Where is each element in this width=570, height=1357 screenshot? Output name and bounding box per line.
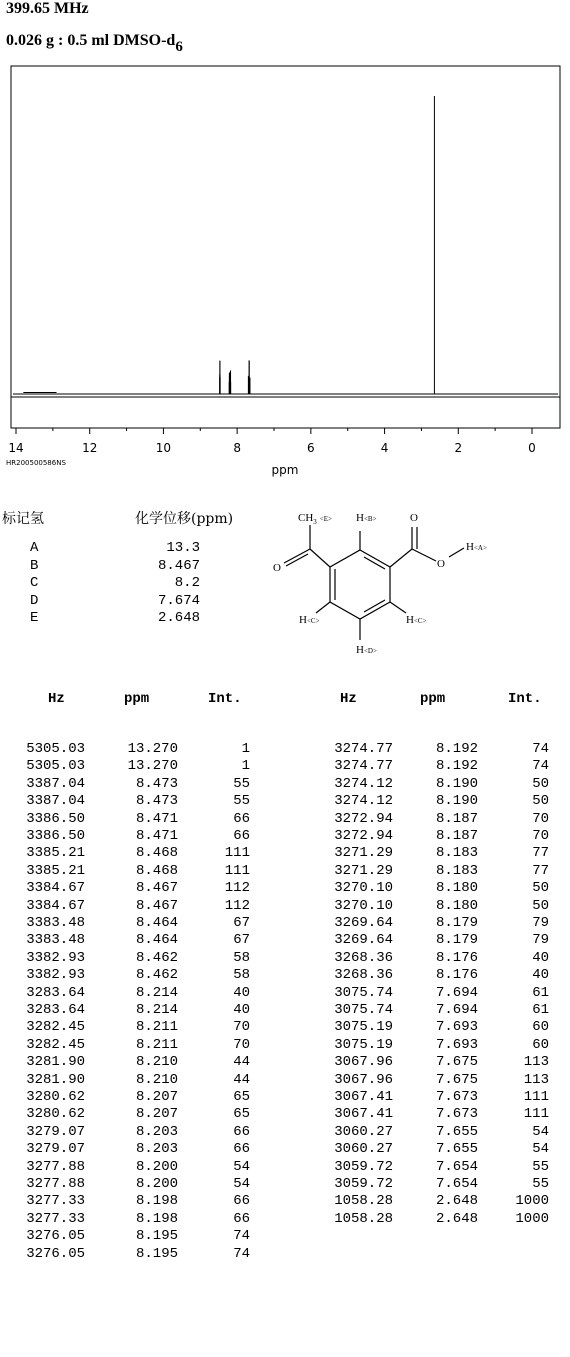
peak-ppm: 8.198 [135,1193,178,1210]
svg-text:CH3<E> [298,512,332,526]
x-tick-label: 8 [233,441,241,455]
x-tick-label: 2 [454,441,463,455]
peak-int: 112 [224,897,250,914]
peak-hz: 5305.03 [26,741,85,757]
peak-hz: 3383.48 [26,915,85,931]
peak-ppm: 7.673 [435,1089,478,1105]
peak-ppm: 8.464 [135,915,178,931]
peak-ppm: 7.693 [435,1036,478,1053]
peak-hz: 3271.29 [334,862,393,879]
peak-int: 61 [532,984,549,1001]
peak-hz: 3067.96 [334,1054,393,1071]
peak-int: 40 [233,984,250,1001]
x-tick-label: 4 [380,441,389,455]
peak-hz: 3269.64 [334,915,393,931]
peak-ppm: 8.187 [435,828,478,844]
peak-hz: 3272.94 [334,828,393,844]
peak-hz: 3382.93 [26,967,85,984]
peak-ppm: 8.200 [135,1158,178,1175]
peak-int: 65 [233,1089,250,1105]
peak-int: 74 [233,1228,250,1245]
peak-ppm: 8.207 [135,1106,178,1123]
peak-int: 111 [523,1089,549,1105]
peak-hz: 3268.36 [334,967,393,984]
peak-int: 66 [233,1193,250,1210]
peak-int: 60 [532,1019,549,1036]
peak-hz: 3270.10 [334,897,393,914]
peak-hz: 3075.19 [334,1036,393,1053]
peak-hz: 3274.77 [334,758,393,775]
peak-ppm: 8.210 [135,1071,178,1088]
h-acid-tag: <A> [473,544,487,552]
peak-ppm: 7.655 [435,1141,478,1158]
peak-ppm: 8.214 [135,984,178,1001]
peak-ppm: 7.675 [435,1071,478,1088]
peak-hz: 3277.33 [26,1210,85,1227]
peak-ppm: 8.192 [435,758,478,775]
h-acid-label: H [466,541,474,553]
peak-int: 54 [233,1158,250,1175]
assignment-header-label: 标记氢 [2,511,44,527]
peak-int: 58 [233,967,250,984]
table-header-hz-right: Hz [340,691,357,707]
x-tick-label: 0 [528,441,536,455]
x-tick-label: 10 [155,441,172,455]
peak-hz: 3067.41 [334,1089,393,1105]
peak-hz: 3383.48 [26,932,85,949]
peak-int: 58 [233,949,250,966]
peak-int: 74 [532,741,549,757]
table-header-ppm-right: ppm [420,691,446,707]
peak-ppm: 8.198 [135,1210,178,1227]
peak-hz: 3277.88 [26,1158,85,1175]
table-header-int-right: Int. [508,691,542,707]
o-top-label: O [410,512,418,524]
peak-int: 66 [233,1141,250,1158]
peak-hz: 3279.07 [26,1141,85,1158]
peak-hz: 3276.05 [26,1245,85,1262]
peak-int: 44 [233,1071,250,1088]
sample-text: 0.026 g : 0.5 ml DMSO-d [6,32,176,49]
peak-hz: 3059.72 [334,1176,393,1192]
peak-ppm: 8.176 [435,967,478,984]
peak-int: 70 [532,828,549,844]
peak-hz: 3280.62 [26,1089,85,1105]
peak-ppm: 8.203 [135,1141,178,1158]
peak-int: 70 [233,1036,250,1053]
peak-hz: 3387.04 [26,775,85,792]
peak-lines [13,96,558,394]
peak-hz: 3274.12 [334,775,393,792]
peak-ppm: 8.210 [135,1054,178,1071]
peak-ppm: 8.471 [135,810,178,827]
peak-ppm: 13.270 [127,741,178,757]
peak-ppm: 8.195 [135,1228,178,1245]
x-axis-ticks [8,428,535,455]
spectrum-frame [11,66,560,428]
peak-int: 113 [523,1071,549,1088]
hc-left-label: H [299,614,307,626]
peak-int: 1000 [515,1193,549,1210]
peak-hz: 3067.41 [334,1106,393,1123]
peak-int: 77 [532,862,549,879]
peak-hz: 3387.04 [26,793,85,810]
peak-int: 55 [532,1176,549,1192]
peak-hz: 3059.72 [334,1158,393,1175]
svg-text:H<D> [356,644,377,656]
peak-ppm: 8.211 [135,1019,178,1036]
assignment-label: B [30,557,39,574]
peak-hz: 3271.29 [334,845,393,862]
peak-hz: 1058.28 [334,1210,393,1227]
peak-int: 50 [532,897,549,914]
peak-hz: 3382.93 [26,949,85,966]
svg-text:H<A> [466,541,487,553]
peak-int: 67 [233,932,250,949]
peak-ppm: 7.693 [435,1019,478,1036]
peak-hz: 3272.94 [334,810,393,827]
peak-ppm: 8.467 [135,897,178,914]
peak-hz: 3385.21 [26,845,85,862]
assignment-label: D [30,592,39,609]
peak-hz: 3277.88 [26,1176,85,1192]
peak-ppm: 8.207 [135,1089,178,1105]
peak-ppm: 8.467 [135,880,178,897]
peak-ppm: 8.179 [435,915,478,931]
assignment-label: A [30,540,39,556]
peak-hz: 5305.03 [26,758,85,775]
peak-ppm: 8.471 [135,828,178,844]
peak-int: 67 [233,915,250,931]
peak-int: 66 [233,1123,250,1140]
assignment-shift: 7.674 [157,592,200,609]
peak-int: 55 [233,775,250,792]
peak-int: 50 [532,880,549,897]
peak-int: 55 [233,793,250,810]
peak-int: 50 [532,775,549,792]
assignment-shift: 8.467 [157,557,200,574]
x-axis-label: ppm [271,463,299,477]
peak-ppm: 8.192 [435,741,478,757]
peak-int: 1 [241,741,250,757]
assignment-header-shift: 化学位移(ppm) [135,511,234,527]
peak-hz: 3280.62 [26,1106,85,1123]
svg-text:H<B> [356,512,377,524]
ch3-tag: <E> [319,515,332,523]
peak-int: 55 [532,1158,549,1175]
hd-tag: <D> [363,647,377,655]
peak-ppm: 8.179 [435,932,478,949]
peak-hz: 3268.36 [334,949,393,966]
peak-int: 61 [532,1002,549,1018]
assignment-label: E [30,610,39,626]
peak-hz: 3274.12 [334,793,393,810]
peak-ppm: 7.675 [435,1054,478,1071]
peak-ppm: 2.648 [435,1210,478,1227]
spectrometer-frequency: 399.65 MHz [6,0,89,17]
molecule-structure [260,505,530,675]
peak-ppm: 8.473 [135,775,178,792]
peak-int: 40 [532,967,549,984]
peak-ppm: 8.462 [135,949,178,966]
peak-hz: 3279.07 [26,1123,85,1140]
peak-int: 66 [233,810,250,827]
peak-hz: 3075.19 [334,1019,393,1036]
peak-int: 77 [532,845,549,862]
peak-int: 54 [233,1176,250,1192]
peak-hz: 3283.64 [26,984,85,1001]
peak-ppm: 8.183 [435,845,478,862]
hb-label: H [356,512,364,524]
sample-subscript: 6 [175,39,183,55]
peak-hz: 3060.27 [334,1141,393,1158]
peak-hz: 3384.67 [26,880,85,897]
svg-text:H<C> [406,614,427,626]
svg-text:H<C> [299,614,320,626]
peak-hz: 3075.74 [334,984,393,1001]
nmr-spectrum [0,0,570,490]
peak-hz: 3385.21 [26,862,85,879]
peak-int: 50 [532,793,549,810]
assignment-shift: 2.648 [157,610,200,626]
peak-int: 40 [233,1002,250,1018]
peak-ppm: 8.187 [435,810,478,827]
peak-hz: 3281.90 [26,1054,85,1071]
peak-int: 70 [532,810,549,827]
peak-ppm: 8.195 [135,1245,178,1262]
peak-hz: 3269.64 [334,932,393,949]
peak-ppm: 8.200 [135,1176,178,1192]
peak-int: 44 [233,1054,250,1071]
o-left-label: O [273,562,281,574]
peak-ppm: 8.190 [435,793,478,810]
peak-int: 79 [532,915,549,931]
peak-ppm: 7.673 [435,1106,478,1123]
peak-int: 111 [523,1106,549,1123]
peak-ppm: 7.694 [435,984,478,1001]
peak-ppm: 7.654 [435,1176,478,1192]
peak-ppm: 8.183 [435,862,478,879]
hc-right-label: H [406,614,414,626]
x-tick-label: 6 [307,441,315,455]
peak-ppm: 8.462 [135,967,178,984]
peak-hz: 3282.45 [26,1019,85,1036]
peak-hz: 3067.96 [334,1071,393,1088]
assignment-shift: 13.3 [166,540,200,556]
hb-tag: <B> [363,515,377,523]
o-acid-label: O [437,558,445,570]
x-tick-label: 12 [82,441,98,455]
table-header-hz-left: Hz [48,691,65,707]
hd-label: H [356,644,364,656]
peak-hz: 3386.50 [26,810,85,827]
peak-ppm: 8.468 [135,862,178,879]
peak-int: 66 [233,1210,250,1227]
peak-int: 112 [224,880,250,897]
peak-ppm: 8.203 [135,1123,178,1140]
peak-int: 111 [224,862,250,879]
table-header-ppm-left: ppm [124,691,150,707]
hc-left-tag: <C> [306,617,320,625]
peak-int: 70 [233,1019,250,1036]
peak-ppm: 8.180 [435,897,478,914]
peak-ppm: 8.468 [135,845,178,862]
peak-hz: 3270.10 [334,880,393,897]
peak-ppm: 8.211 [135,1036,178,1053]
peak-int: 74 [233,1245,250,1262]
peak-int: 54 [532,1141,549,1158]
peak-hz: 3386.50 [26,828,85,844]
peak-hz: 3282.45 [26,1036,85,1053]
peak-int: 1000 [515,1210,549,1227]
peak-ppm: 8.473 [135,793,178,810]
peak-int: 111 [224,845,250,862]
peak-int: 54 [532,1123,549,1140]
ch3-label: CH [298,512,314,524]
peak-hz: 3274.77 [334,741,393,757]
assignment-label: C [30,575,39,591]
peak-ppm: 13.270 [127,758,178,775]
peak-int: 40 [532,949,549,966]
peak-int: 66 [233,828,250,844]
peak-ppm: 8.214 [135,1002,178,1018]
spectrum-code: HR200500586NS [6,459,66,467]
peak-int: 79 [532,932,549,949]
peak-hz: 3277.33 [26,1193,85,1210]
peak-int: 65 [233,1106,250,1123]
peak-ppm: 2.648 [435,1193,478,1210]
peak-int: 60 [532,1036,549,1053]
peak-int: 74 [532,758,549,775]
peak-ppm: 8.464 [135,932,178,949]
peak-ppm: 7.655 [435,1123,478,1140]
peak-hz: 3075.74 [334,1002,393,1018]
peak-hz: 3281.90 [26,1071,85,1088]
peak-ppm: 7.694 [435,1002,478,1018]
hc-right-tag: <C> [413,617,427,625]
x-tick-label: 14 [8,441,24,455]
peak-int: 1 [241,758,250,775]
assignment-shift: 8.2 [174,575,200,591]
peak-hz: 3276.05 [26,1228,85,1245]
table-header-int-left: Int. [208,691,242,707]
peak-hz: 1058.28 [334,1193,393,1210]
peak-ppm: 8.180 [435,880,478,897]
peak-hz: 3283.64 [26,1002,85,1018]
peak-ppm: 8.190 [435,775,478,792]
peak-hz: 3060.27 [334,1123,393,1140]
ch3-subscript: 3 [313,518,317,526]
peak-hz: 3384.67 [26,897,85,914]
peak-int: 113 [523,1054,549,1071]
peak-ppm: 7.654 [435,1158,478,1175]
peak-ppm: 8.176 [435,949,478,966]
